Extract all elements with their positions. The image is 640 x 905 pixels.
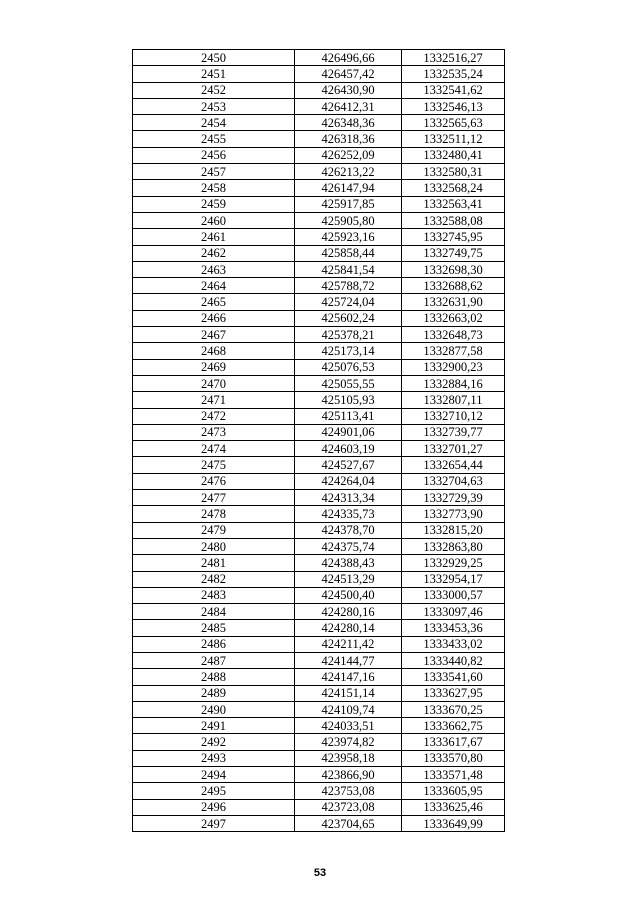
- table-row: [133, 506, 505, 522]
- y-coordinate-cell: 1332535,24: [402, 66, 505, 82]
- point-number-cell: 2479: [133, 522, 295, 538]
- table-row: [133, 229, 505, 245]
- x-coordinate-cell: 425076,53: [295, 359, 402, 375]
- point-number-cell: 2450: [133, 50, 295, 66]
- y-coordinate-cell: 1332815,20: [402, 522, 505, 538]
- table-row: [133, 490, 505, 506]
- point-number-cell: 2455: [133, 131, 295, 147]
- table-row: [133, 685, 505, 701]
- point-number-cell: 2495: [133, 783, 295, 799]
- x-coordinate-cell: 425923,16: [295, 229, 402, 245]
- table-row: [133, 457, 505, 473]
- y-coordinate-cell: 1332884,16: [402, 375, 505, 391]
- y-coordinate-cell: 1332648,73: [402, 327, 505, 343]
- y-coordinate-cell: 1332698,30: [402, 261, 505, 277]
- table-row: [133, 66, 505, 82]
- table-row: [133, 261, 505, 277]
- table-row: [133, 115, 505, 131]
- table-row: [133, 669, 505, 685]
- table-row: [133, 538, 505, 554]
- table-row: [133, 701, 505, 717]
- point-number-cell: 2463: [133, 261, 295, 277]
- point-number-cell: 2454: [133, 115, 295, 131]
- point-number-cell: 2453: [133, 98, 295, 114]
- x-coordinate-cell: 426252,09: [295, 147, 402, 163]
- point-number-cell: 2465: [133, 294, 295, 310]
- x-coordinate-cell: 426430,90: [295, 82, 402, 98]
- table-row: [133, 196, 505, 212]
- coordinates-table-body: [133, 50, 505, 832]
- point-number-cell: 2451: [133, 66, 295, 82]
- y-coordinate-cell: 1333541,60: [402, 669, 505, 685]
- x-coordinate-cell: 425105,93: [295, 392, 402, 408]
- point-number-cell: 2467: [133, 327, 295, 343]
- x-coordinate-cell: 425055,55: [295, 375, 402, 391]
- y-coordinate-cell: 1332546,13: [402, 98, 505, 114]
- y-coordinate-cell: 1332773,90: [402, 506, 505, 522]
- y-coordinate-cell: 1333433,02: [402, 636, 505, 652]
- x-coordinate-cell: 425602,24: [295, 310, 402, 326]
- y-coordinate-cell: 1332729,39: [402, 490, 505, 506]
- x-coordinate-cell: 426457,42: [295, 66, 402, 82]
- y-coordinate-cell: 1332588,08: [402, 212, 505, 228]
- table-row: [133, 327, 505, 343]
- table-row: [133, 392, 505, 408]
- x-coordinate-cell: 424144,77: [295, 652, 402, 668]
- table-row: [133, 375, 505, 391]
- x-coordinate-cell: 424388,43: [295, 555, 402, 571]
- point-number-cell: 2491: [133, 718, 295, 734]
- table-row: [133, 180, 505, 196]
- table-row: [133, 473, 505, 489]
- point-number-cell: 2476: [133, 473, 295, 489]
- point-number-cell: 2483: [133, 587, 295, 603]
- point-number-cell: 2493: [133, 750, 295, 766]
- point-number-cell: 2492: [133, 734, 295, 750]
- x-coordinate-cell: 424527,67: [295, 457, 402, 473]
- point-number-cell: 2484: [133, 604, 295, 620]
- point-number-cell: 2457: [133, 164, 295, 180]
- x-coordinate-cell: 425917,85: [295, 196, 402, 212]
- point-number-cell: 2466: [133, 310, 295, 326]
- table-row: [133, 750, 505, 766]
- y-coordinate-cell: 1333605,95: [402, 783, 505, 799]
- point-number-cell: 2458: [133, 180, 295, 196]
- y-coordinate-cell: 1332745,95: [402, 229, 505, 245]
- y-coordinate-cell: 1332565,63: [402, 115, 505, 131]
- x-coordinate-cell: 425788,72: [295, 278, 402, 294]
- table-row: [133, 424, 505, 440]
- x-coordinate-cell: 426348,36: [295, 115, 402, 131]
- point-number-cell: 2482: [133, 571, 295, 587]
- x-coordinate-cell: 424151,14: [295, 685, 402, 701]
- point-number-cell: 2475: [133, 457, 295, 473]
- y-coordinate-cell: 1333440,82: [402, 652, 505, 668]
- x-coordinate-cell: 425378,21: [295, 327, 402, 343]
- x-coordinate-cell: 425173,14: [295, 343, 402, 359]
- x-coordinate-cell: 425905,80: [295, 212, 402, 228]
- page-number: 53: [313, 867, 327, 879]
- x-coordinate-cell: 423866,90: [295, 767, 402, 783]
- table-row: [133, 652, 505, 668]
- point-number-cell: 2470: [133, 375, 295, 391]
- x-coordinate-cell: 424375,74: [295, 538, 402, 554]
- y-coordinate-cell: 1332807,11: [402, 392, 505, 408]
- point-number-cell: 2473: [133, 424, 295, 440]
- table-row: [133, 734, 505, 750]
- table-row: [133, 359, 505, 375]
- x-coordinate-cell: 424033,51: [295, 718, 402, 734]
- y-coordinate-cell: 1332929,25: [402, 555, 505, 571]
- table-row: [133, 343, 505, 359]
- y-coordinate-cell: 1332580,31: [402, 164, 505, 180]
- table-row: [133, 278, 505, 294]
- point-number-cell: 2480: [133, 538, 295, 554]
- table-row: [133, 131, 505, 147]
- y-coordinate-cell: 1332654,44: [402, 457, 505, 473]
- x-coordinate-cell: 424313,34: [295, 490, 402, 506]
- x-coordinate-cell: 424109,74: [295, 701, 402, 717]
- point-number-cell: 2496: [133, 799, 295, 815]
- y-coordinate-cell: 1333571,48: [402, 767, 505, 783]
- table-row: [133, 50, 505, 66]
- point-number-cell: 2490: [133, 701, 295, 717]
- y-coordinate-cell: 1333649,99: [402, 815, 505, 831]
- y-coordinate-cell: 1332568,24: [402, 180, 505, 196]
- table-row: [133, 310, 505, 326]
- point-number-cell: 2488: [133, 669, 295, 685]
- x-coordinate-cell: 425113,41: [295, 408, 402, 424]
- y-coordinate-cell: 1332877,58: [402, 343, 505, 359]
- y-coordinate-cell: 1333662,75: [402, 718, 505, 734]
- point-number-cell: 2464: [133, 278, 295, 294]
- y-coordinate-cell: 1332954,17: [402, 571, 505, 587]
- point-number-cell: 2472: [133, 408, 295, 424]
- point-number-cell: 2452: [133, 82, 295, 98]
- table-row: [133, 82, 505, 98]
- x-coordinate-cell: 424147,16: [295, 669, 402, 685]
- y-coordinate-cell: 1332701,27: [402, 441, 505, 457]
- x-coordinate-cell: 425841,54: [295, 261, 402, 277]
- point-number-cell: 2471: [133, 392, 295, 408]
- table-row: [133, 767, 505, 783]
- y-coordinate-cell: 1333000,57: [402, 587, 505, 603]
- table-row: [133, 636, 505, 652]
- x-coordinate-cell: 423958,18: [295, 750, 402, 766]
- x-coordinate-cell: 424500,40: [295, 587, 402, 603]
- y-coordinate-cell: 1332631,90: [402, 294, 505, 310]
- point-number-cell: 2489: [133, 685, 295, 701]
- x-coordinate-cell: 424264,04: [295, 473, 402, 489]
- x-coordinate-cell: 423704,65: [295, 815, 402, 831]
- x-coordinate-cell: 424280,16: [295, 604, 402, 620]
- y-coordinate-cell: 1332688,62: [402, 278, 505, 294]
- point-number-cell: 2462: [133, 245, 295, 261]
- y-coordinate-cell: 1333453,36: [402, 620, 505, 636]
- x-coordinate-cell: 424603,19: [295, 441, 402, 457]
- point-number-cell: 2456: [133, 147, 295, 163]
- table-row: [133, 294, 505, 310]
- table-row: [133, 164, 505, 180]
- y-coordinate-cell: 1333097,46: [402, 604, 505, 620]
- y-coordinate-cell: 1332710,12: [402, 408, 505, 424]
- point-number-cell: 2487: [133, 652, 295, 668]
- x-coordinate-cell: 424211,42: [295, 636, 402, 652]
- table-row: [133, 522, 505, 538]
- y-coordinate-cell: 1332511,12: [402, 131, 505, 147]
- y-coordinate-cell: 1332516,27: [402, 50, 505, 66]
- table-row: [133, 441, 505, 457]
- y-coordinate-cell: 1332563,41: [402, 196, 505, 212]
- point-number-cell: 2474: [133, 441, 295, 457]
- point-number-cell: 2460: [133, 212, 295, 228]
- y-coordinate-cell: 1332663,02: [402, 310, 505, 326]
- y-coordinate-cell: 1333627,95: [402, 685, 505, 701]
- x-coordinate-cell: 424335,73: [295, 506, 402, 522]
- x-coordinate-cell: 423753,08: [295, 783, 402, 799]
- point-number-cell: 2494: [133, 767, 295, 783]
- y-coordinate-cell: 1332480,41: [402, 147, 505, 163]
- point-number-cell: 2477: [133, 490, 295, 506]
- y-coordinate-cell: 1332749,75: [402, 245, 505, 261]
- y-coordinate-cell: 1333625,46: [402, 799, 505, 815]
- x-coordinate-cell: 424280,14: [295, 620, 402, 636]
- y-coordinate-cell: 1332900,23: [402, 359, 505, 375]
- point-number-cell: 2497: [133, 815, 295, 831]
- x-coordinate-cell: 426496,66: [295, 50, 402, 66]
- table-row: [133, 571, 505, 587]
- x-coordinate-cell: 426213,22: [295, 164, 402, 180]
- point-number-cell: 2461: [133, 229, 295, 245]
- table-row: [133, 604, 505, 620]
- x-coordinate-cell: 424378,70: [295, 522, 402, 538]
- table-row: [133, 555, 505, 571]
- table-row: [133, 587, 505, 603]
- table-row: [133, 620, 505, 636]
- table-row: [133, 799, 505, 815]
- coordinates-table: [132, 49, 505, 832]
- table-row: [133, 245, 505, 261]
- y-coordinate-cell: 1332739,77: [402, 424, 505, 440]
- y-coordinate-cell: 1332863,80: [402, 538, 505, 554]
- point-number-cell: 2481: [133, 555, 295, 571]
- x-coordinate-cell: 423974,82: [295, 734, 402, 750]
- y-coordinate-cell: 1332704,63: [402, 473, 505, 489]
- table-row: [133, 408, 505, 424]
- x-coordinate-cell: 426318,36: [295, 131, 402, 147]
- point-number-cell: 2478: [133, 506, 295, 522]
- x-coordinate-cell: 424513,29: [295, 571, 402, 587]
- point-number-cell: 2468: [133, 343, 295, 359]
- point-number-cell: 2459: [133, 196, 295, 212]
- table-row: [133, 147, 505, 163]
- point-number-cell: 2485: [133, 620, 295, 636]
- table-row: [133, 212, 505, 228]
- point-number-cell: 2486: [133, 636, 295, 652]
- x-coordinate-cell: 423723,08: [295, 799, 402, 815]
- x-coordinate-cell: 426147,94: [295, 180, 402, 196]
- y-coordinate-cell: 1333617,67: [402, 734, 505, 750]
- y-coordinate-cell: 1333570,80: [402, 750, 505, 766]
- x-coordinate-cell: 425858,44: [295, 245, 402, 261]
- x-coordinate-cell: 426412,31: [295, 98, 402, 114]
- y-coordinate-cell: 1332541,62: [402, 82, 505, 98]
- table-row: [133, 98, 505, 114]
- x-coordinate-cell: 424901,06: [295, 424, 402, 440]
- table-row: [133, 815, 505, 831]
- point-number-cell: 2469: [133, 359, 295, 375]
- x-coordinate-cell: 425724,04: [295, 294, 402, 310]
- y-coordinate-cell: 1333670,25: [402, 701, 505, 717]
- table-row: [133, 718, 505, 734]
- table-row: [133, 783, 505, 799]
